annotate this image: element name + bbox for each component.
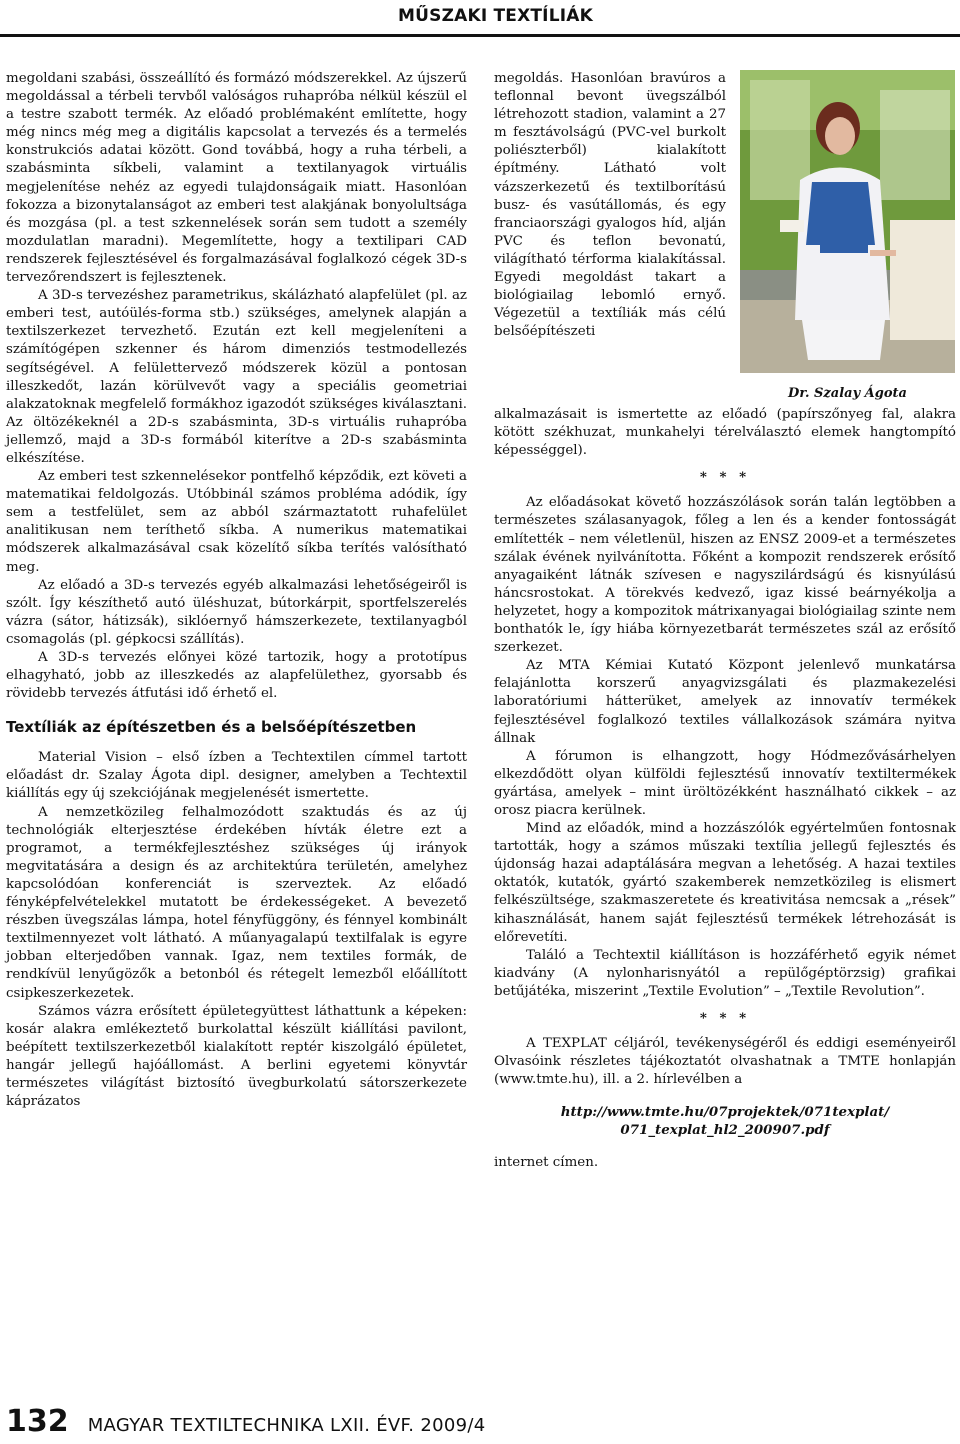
section-title: MŰSZAKI TEXTÍLIÁK bbox=[398, 6, 593, 26]
paragraph: megoldás. Hasonlóan bravúros a teflonnal bevont üvegszálból létrehozott stadion, valamint a 27 m fesztávolságú (PVC-vel burkolt poliészterből) kialakított építmény. Látható volt vázszerkezetű és textilborítású busz- és vasútállomás, és egy franciaországi gyalogos híd, alján PVC és teflon bevonatú, világítható térforma kialakítással. Egyedi megoldást takart a biológiailag lebomló ernyő. Végezetül a textíliák más célú belsőépítészeti bbox=[494, 71, 726, 340]
right-column bbox=[494, 406, 956, 1172]
paragraph: Az előadásokat követő hozzászólások során talán legtöbben a természetes szálasanyagok, főleg a len és a kender fontosságát említették – nem véletlenül, hiszen az ENSZ 2009-et a természetes szálak évének nyilvánította. Főként a kompozit rendszerek erősítő anyagaiként látnák szívesen e nagyszilárdságú és kisnyúlású háncsrostokat. A törekvés kedvező, igaz kissé beárnyékolja a helyzetet, hogy a kompozitok mátrixanyagai biológiailag szinte nem bonthatók le, így hiába környezetbarát természetes szál az erősítő szerkezet. bbox=[494, 495, 956, 656]
paragraph: A nemzetközileg felhalmozódott szaktudás és az új technológiák elterjesztése érdekében hívták életre ezt a programot, a termékfejlesztéshez szükséges új irányok megvitatására a design és az architektúra területén, amelyhez kapcsolódóan konferenciát is szerveztek. Az előadó fényképfelvételekkel mutatott be érdekességeket. A bevezető részben üvegszálas lámpa, hotel fényfüggöny, és fénnyel kombinált textilmennyezet volt látható. A műanyagalapú textilfalak is egyre jobban elterjedőben vannak. Igaz, nem textiles formák, de rendkívül lenyűgözők a betonból és rétegelt lemezből előállított csipkeszerkezetek. bbox=[6, 804, 467, 1001]
paragraph: A fórumon is elhangzott, hogy Hódmezővásárhelyen elkezdődött olyan külföldi fejlesztésű innovatív textiltermékek gyártása, amelyek – mint üröltözékként használható cikkek – az orosz piacra kerülnek. bbox=[494, 748, 956, 818]
paragraph: Mind az előadók, mind a hozzászólók egyértelműen fontosnak tartották, hogy a számos műszaki textília jellegű fejlesztés és újdonság hazai adaptálására megvan a lehetőség. A hazai textiles oktatók, kutatók, gyártó szakemberek nemzetközileg is elismert felkészültsége, szakmaszeretete és kreativitása nemcsak a „rések” kihasználását, hanem saját fejlesztésű termékek létrehozását is előrevetíti. bbox=[494, 821, 956, 945]
paragraph: alkalmazásait is ismertette az előadó (papírszőnyeg fal, alakra kötött székhuzat, munkahelyi térelválasztó elemek hangtompító képességgel). bbox=[494, 407, 956, 459]
web-link[interactable] bbox=[494, 1103, 956, 1139]
paragraph: A 3D-s tervezés előnyei közé tartozik, hogy a prototípus elhagyható, jobb az illeszkedés az alapfelülethez, gyorsabb és rövidebb tervezés átfutási idő érhető el. bbox=[6, 650, 467, 702]
paragraph: Az MTA Kémiai Kutató Központ jelenlevő munkatársa felajánlotta korszerű anyagvizsgálati és plazmakezelési laboratóriumi hátterüket, amelyek az innovatív termékek fejlesztésével foglalkozó textiles vállalkozások számára nyitva állnak bbox=[494, 658, 956, 746]
section-separator: * * * bbox=[699, 1010, 751, 1026]
paragraph: A 3D-s tervezéshez parametrikus, skálázható alapfelület (pl. az emberi test, autóülés-forma stb.) szükséges, amelynek alapján a textilszerkezet tervezhető. Ezután ezt kell megjeleníteni a számítógépen szkenner és három dimenziós testmodellezés segítségével. A felülettervező módszerek közül a pontosan illeszkedőt, lazán körülvevőt vagy a speciális geometriai alakzatoknak megfelelő formákhoz igazodót szükséges kiválasztani. Az öltözékeknél a 2D-s szabásminta, 3D-s virtuális ruhapróba jellemző, majd a 3D-s formából kiterítve a 2D-s szabásminta elkészítése. bbox=[6, 288, 468, 466]
link-line[interactable]: 071_texplat_hl2_200907.pdf bbox=[620, 1122, 830, 1139]
paragraph: megoldani szabási, összeállító és formázó módszerekkel. Az újszerű megoldással a térbeli tervből valóságos ruhapróba nélkül készül el a testre szabott termék. Az előadó problémaként említette, hogy még nincs még meg a digitális kapcsolat a tervezés és a termelés konstrukciós adatai között. Gond továbbá, hogy a ruha térbeli, a szabásminta síkbeli, valamint a textilanyagok virtuális megjelenítése nehéz az egyedi tulajdonságaik miatt. Hasonlóan fokozza a bizonytalanságot az emberi test alakjának bonyolultsága és mozgása (pl. a test szkennelések során sem tudott a személy mozdulatlan maradni). Megemlítette, hogy a textilipari CAD rendszerek fejlesztésével és forgalmazásával foglalkozó cégek 3D-s tervezőrendszert is fejlesztenek. bbox=[6, 71, 467, 286]
paragraph: Az emberi test szkennelésekor pontfelhő képződik, ezt követi a matematikai feldolgozás. Utóbbinál számos probléma adódik, így sem a testfelület, sem az abból származtatott ruhafelület analitikusan nem teríthető síkba. A numerikus matematikai módszerek alkalmazásával csak közelítő síkba terítés valósítható meg. bbox=[6, 469, 467, 575]
page-footer bbox=[6, 1404, 706, 1439]
photo-illustration bbox=[740, 70, 955, 373]
section-separator: * * * bbox=[699, 469, 751, 486]
paragraph: Material Vision – első ízben a Techtextilen címmel tartott előadást dr. Szalay Ágota dipl. designer, amelyben a Techtextil kiállítás egy új szekciójának megjelenését ismertette. bbox=[6, 750, 467, 802]
paragraph: Számos vázra erősített épületegyüttest láthattunk a képeken: kosár alakra emlékeztető burkolattal készült kiállítási pavilont, beépített textilszerkezetből kialakított reptér kiszolgáló épületet, hangár jellegű hajóállomást. A berlini egyetemi könyvtár természetes világítást biztosító üvegburkolatú sátorszerkezete káprázatos bbox=[6, 1003, 467, 1110]
right-column-top bbox=[494, 70, 726, 341]
journal-title: MAGYAR TEXTILTECHNIKA LXII. ÉVF. 2009/4 bbox=[87, 1415, 486, 1436]
section-heading: Textíliák az építészetben és a belsőépítészetben bbox=[6, 718, 417, 737]
paragraph: Az előadó a 3D-s tervezés egyéb alkalmazási lehetőségeiről is szólt. Így készíthető autó üléshuzat, bútorkárpit, sportfelszerelés vázra (sátor, hátizsák), siklóernyő hámszerkezete, textilanyagból csomagolás (pl. gépkocsi szállítás). bbox=[6, 577, 467, 647]
page-number: 132 bbox=[6, 1404, 69, 1439]
link-line[interactable]: http://www.tmte.hu/07projektek/071texplat/ bbox=[560, 1104, 890, 1121]
speaker-photo bbox=[740, 70, 955, 373]
paragraph: Találó a Techtextil kiállításon is hozzáférhető egyik német kiadvány (A nylonharisnyától a repülőgéptörzsig) grafikai betűjátéka, miszerint „Textile Evolution” – „Textile Revolution”. bbox=[494, 947, 956, 999]
paragraph: A TEXPLAT céljáról, tevékenységéről és eddigi eseményeiről Olvasóink részletes tájékoztatót olvashatnak a TMTE honlapján (www.tmte.hu), ill. a 2. hírlevélben a bbox=[494, 1036, 956, 1088]
photo-caption: Dr. Szalay Ágota bbox=[788, 386, 907, 401]
paragraph: internet címen. bbox=[494, 1154, 599, 1170]
left-column bbox=[6, 70, 467, 1111]
header-divider bbox=[0, 34, 960, 37]
